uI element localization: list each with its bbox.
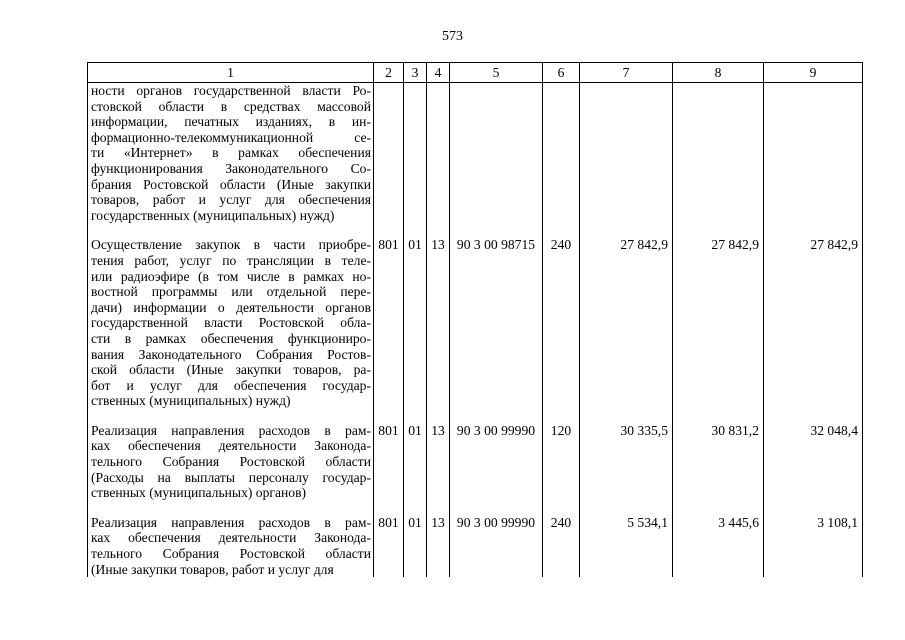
description-line: бот и услуг для обеспечения государ- bbox=[91, 377, 371, 393]
description-line: дачи) информации о деятельности органов bbox=[91, 299, 371, 315]
spacer-cell bbox=[764, 409, 863, 423]
row-target-article: 90 3 00 99990 bbox=[450, 515, 543, 577]
spacer-cell bbox=[374, 501, 404, 515]
row-spacer bbox=[88, 409, 863, 423]
spacer-cell bbox=[450, 223, 543, 237]
spacer-cell bbox=[404, 223, 427, 237]
column-header-2: 2 bbox=[374, 63, 404, 83]
description-line: Реализация направления расходов в рам- bbox=[91, 422, 371, 438]
spacer-cell bbox=[88, 223, 374, 237]
row-subsection-code: 13 bbox=[427, 237, 450, 409]
description-line: Осуществление закупок в части приобре- bbox=[91, 237, 371, 253]
column-header-9: 9 bbox=[764, 63, 863, 83]
row-subsection-code: 13 bbox=[427, 515, 450, 577]
description-line: брания Ростовской области (Иные закупки bbox=[91, 176, 371, 192]
spacer-cell bbox=[580, 409, 673, 423]
description-line: ской области (Иные закупки товаров, ра- bbox=[91, 362, 371, 378]
row-amount-year-1 bbox=[580, 83, 673, 224]
spacer-cell bbox=[450, 501, 543, 515]
table-body bbox=[88, 83, 863, 578]
description-line: товаров, работ и услуг для обеспечения bbox=[91, 192, 371, 208]
column-header-5: 5 bbox=[450, 63, 543, 83]
row-amount-year-1: 5 534,1 bbox=[580, 515, 673, 577]
row-description bbox=[88, 237, 374, 409]
row-expense-type: 240 bbox=[543, 515, 580, 577]
row-amount-year-3: 27 842,9 bbox=[764, 237, 863, 409]
row-section-code bbox=[404, 83, 427, 224]
row-subsection-code: 13 bbox=[427, 423, 450, 501]
spacer-cell bbox=[543, 501, 580, 515]
spacer-cell bbox=[580, 501, 673, 515]
spacer-cell bbox=[543, 223, 580, 237]
row-target-article: 90 3 00 99990 bbox=[450, 423, 543, 501]
description-line: государственных (муниципальных) нужд) bbox=[91, 207, 335, 223]
row-section-code: 01 bbox=[404, 423, 427, 501]
table-row bbox=[88, 83, 863, 224]
column-header-4: 4 bbox=[427, 63, 450, 83]
description-line: государственной власти Ростовской обла- bbox=[91, 315, 371, 331]
description-line: тельного Собрания Ростовской области bbox=[91, 454, 371, 470]
spacer-cell bbox=[374, 409, 404, 423]
row-spacer bbox=[88, 223, 863, 237]
column-header-7: 7 bbox=[580, 63, 673, 83]
description-line: ках обеспечения деятельности Законода- bbox=[91, 530, 371, 546]
column-header-8: 8 bbox=[673, 63, 764, 83]
description-line: ти «Интернет» в рамках обеспечения bbox=[91, 145, 371, 161]
row-ministry-code: 801 bbox=[374, 423, 404, 501]
description-line: ственных (муниципальных) органов) bbox=[91, 485, 307, 501]
row-description bbox=[88, 83, 374, 224]
description-line: (Иные закупки товаров, работ и услуг для bbox=[91, 561, 334, 577]
column-header-1: 1 bbox=[88, 63, 374, 83]
description-line: вания Законодательного Собрания Ростов- bbox=[91, 346, 371, 362]
row-amount-year-2: 27 842,9 bbox=[673, 237, 764, 409]
row-amount-year-2: 30 831,2 bbox=[673, 423, 764, 501]
description-line: востной программы или отдельной пере- bbox=[91, 284, 371, 300]
row-ministry-code bbox=[374, 83, 404, 224]
spacer-cell bbox=[427, 223, 450, 237]
description-line: тельного Собрания Ростовской области bbox=[91, 546, 371, 562]
row-subsection-code bbox=[427, 83, 450, 224]
row-ministry-code: 801 bbox=[374, 237, 404, 409]
spacer-cell bbox=[88, 501, 374, 515]
row-amount-year-3: 3 108,1 bbox=[764, 515, 863, 577]
row-amount-year-2 bbox=[673, 83, 764, 224]
row-amount-year-3 bbox=[764, 83, 863, 224]
spacer-cell bbox=[580, 223, 673, 237]
row-description bbox=[88, 423, 374, 501]
description-line: тения работ, услуг по трансляции в теле- bbox=[91, 252, 371, 268]
row-ministry-code: 801 bbox=[374, 515, 404, 577]
description-line: Реализация направления расходов в рам- bbox=[91, 514, 371, 530]
spacer-cell bbox=[764, 223, 863, 237]
table-row bbox=[88, 423, 863, 501]
row-expense-type: 240 bbox=[543, 237, 580, 409]
description-line: информации, печатных изданиях, в ин- bbox=[91, 114, 371, 130]
row-target-article bbox=[450, 83, 543, 224]
spacer-cell bbox=[404, 409, 427, 423]
spacer-cell bbox=[88, 409, 374, 423]
row-target-article: 90 3 00 98715 bbox=[450, 237, 543, 409]
page-number: 573 bbox=[442, 29, 463, 44]
row-amount-year-1: 30 335,5 bbox=[580, 423, 673, 501]
row-amount-year-2: 3 445,6 bbox=[673, 515, 764, 577]
budget-table bbox=[87, 62, 863, 577]
spacer-cell bbox=[427, 409, 450, 423]
spacer-cell bbox=[764, 501, 863, 515]
spacer-cell bbox=[374, 223, 404, 237]
spacer-cell bbox=[673, 501, 764, 515]
description-line: формационно-телекоммуникационной се- bbox=[91, 129, 371, 145]
column-header-6: 6 bbox=[543, 63, 580, 83]
description-line: функционирования Законодательного Со- bbox=[91, 160, 371, 176]
row-amount-year-1: 27 842,9 bbox=[580, 237, 673, 409]
spacer-cell bbox=[673, 409, 764, 423]
description-line: стовской области в средствах массовой bbox=[91, 98, 371, 114]
column-header-3: 3 bbox=[404, 63, 427, 83]
description-line: сти в рамках обеспечения функциониро- bbox=[91, 330, 371, 346]
table-row bbox=[88, 515, 863, 577]
spacer-cell bbox=[450, 409, 543, 423]
spacer-cell bbox=[673, 223, 764, 237]
description-line: ках обеспечения деятельности Законода- bbox=[91, 438, 371, 454]
description-line: ственных (муниципальных) нужд) bbox=[91, 393, 291, 409]
spacer-cell bbox=[427, 501, 450, 515]
row-expense-type bbox=[543, 83, 580, 224]
table-header-row bbox=[88, 63, 863, 83]
row-section-code: 01 bbox=[404, 515, 427, 577]
row-section-code: 01 bbox=[404, 237, 427, 409]
row-expense-type: 120 bbox=[543, 423, 580, 501]
spacer-cell bbox=[404, 501, 427, 515]
table-row bbox=[88, 237, 863, 409]
description-line: (Расходы на выплаты персоналу государ- bbox=[91, 469, 371, 485]
row-amount-year-3: 32 048,4 bbox=[764, 423, 863, 501]
description-line: ности органов государственной власти Ро- bbox=[91, 83, 371, 98]
row-description bbox=[88, 515, 374, 577]
row-spacer bbox=[88, 501, 863, 515]
spacer-cell bbox=[543, 409, 580, 423]
description-line: или радиоэфире (в том числе в рамках но- bbox=[91, 268, 371, 284]
